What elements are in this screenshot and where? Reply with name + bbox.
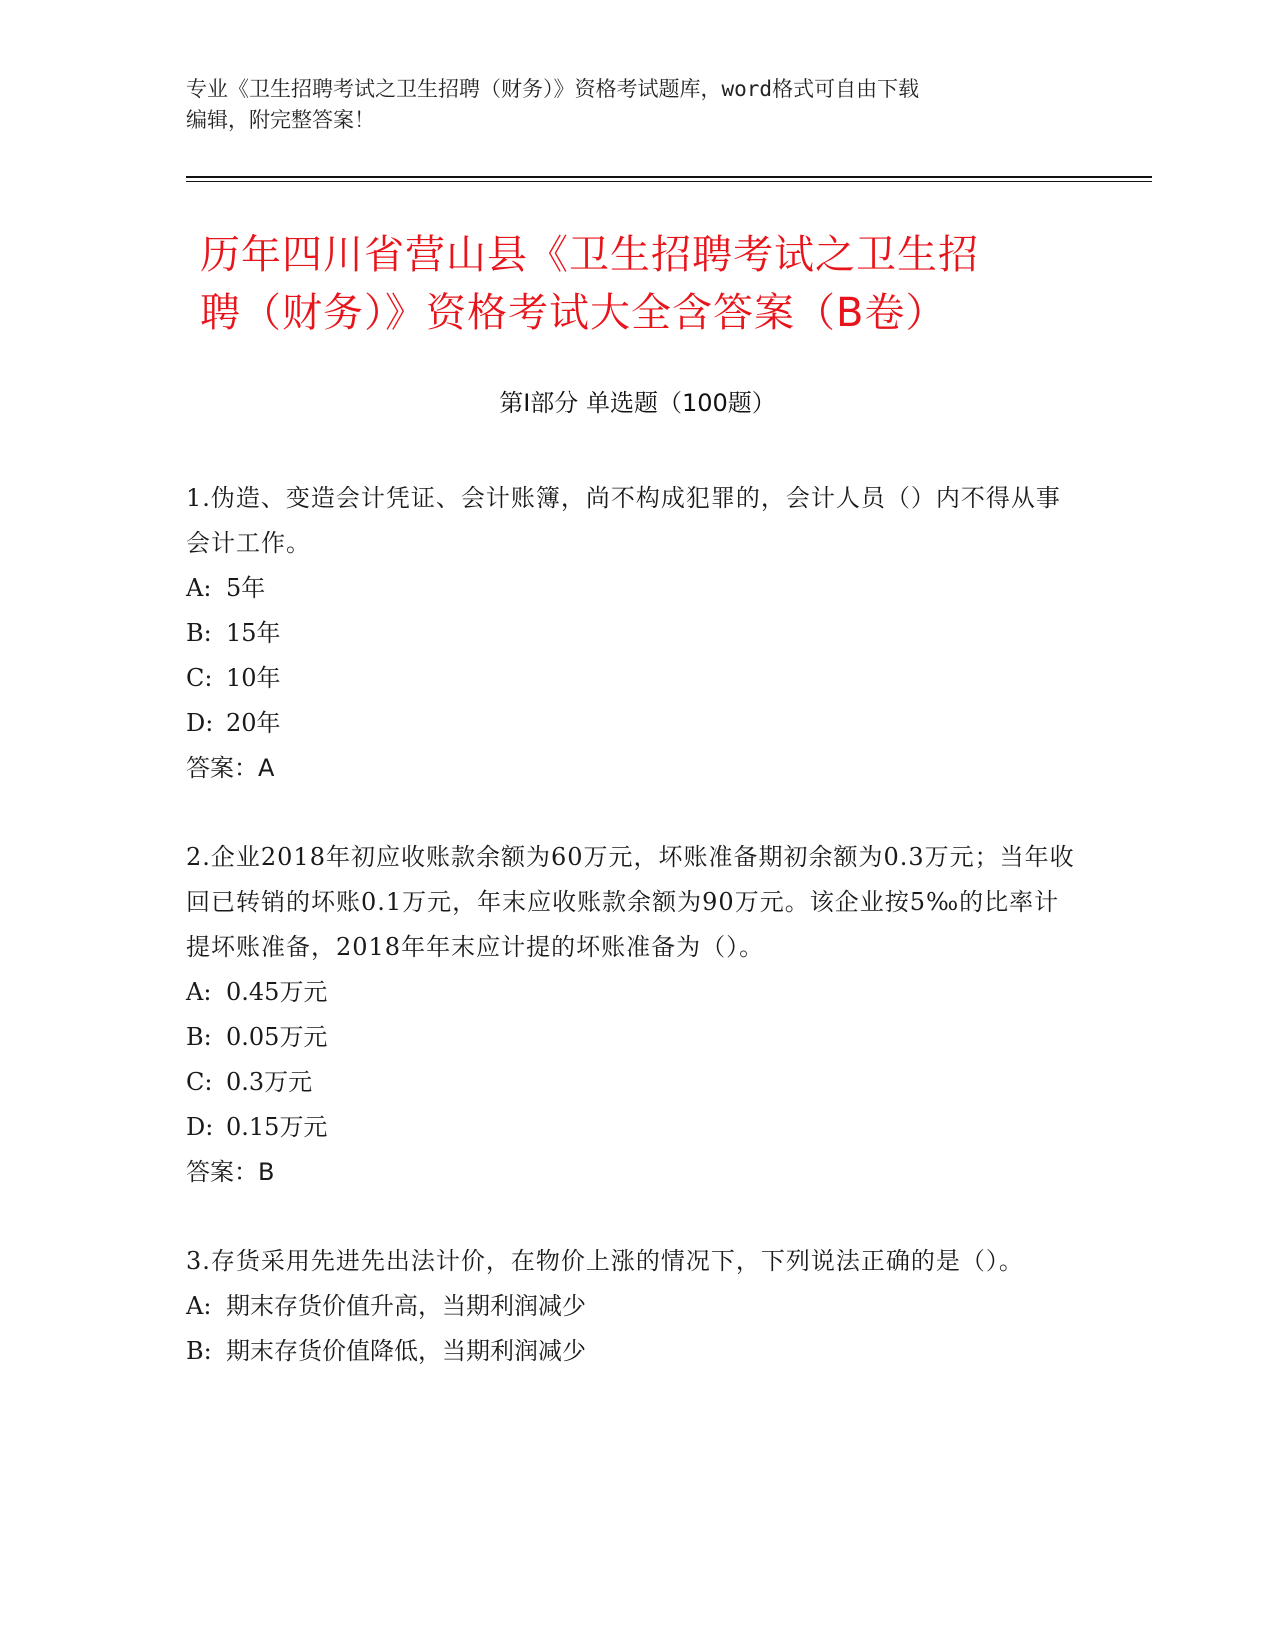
option-d [186, 701, 1076, 746]
option-text: 0.45万元 [226, 978, 328, 1006]
option-text: 期末存货价值降低，当期利润减少 [226, 1337, 586, 1365]
document-title-line-1: 历年四川省营山县《卫生招聘考试之卫生招 [200, 232, 979, 278]
option-b [186, 611, 1076, 656]
question-3 [186, 1239, 1076, 1374]
option-key: B: [186, 1023, 212, 1051]
answer-line: 答案：B [186, 1158, 275, 1186]
header-line-2: 编辑，附完整答案！ [186, 108, 375, 132]
option-c [186, 1060, 1076, 1105]
option-d [186, 1105, 1076, 1150]
option-text: 5年 [226, 574, 266, 602]
answer-line: 答案：A [186, 754, 275, 782]
option-key: D: [186, 1113, 214, 1141]
document-title [200, 226, 1080, 342]
header-divider-thick [186, 176, 1152, 178]
option-key: A: [186, 978, 212, 1006]
option-key: D: [186, 709, 214, 737]
option-b [186, 1015, 1076, 1060]
document-title-line-2: 聘（财务）》资格考试大全含答案（B卷） [200, 290, 947, 336]
option-key: A: [186, 574, 212, 602]
question-2 [186, 835, 1076, 1195]
option-key: B: [186, 1337, 212, 1365]
option-text: 0.05万元 [226, 1023, 328, 1051]
option-text: 15年 [226, 619, 281, 647]
header-line-1: 专业《卫生招聘考试之卫生招聘（财务）》资格考试题库，word格式可自由下载 [186, 77, 920, 101]
option-c [186, 656, 1076, 701]
option-text: 0.15万元 [226, 1113, 328, 1141]
question-1 [186, 476, 1076, 791]
question-stem: 3.存货采用先进先出法计价，在物价上涨的情况下，下列说法正确的是（）。 [186, 1247, 1024, 1275]
option-key: B: [186, 619, 212, 647]
header-divider-thin [186, 181, 1152, 182]
option-text: 20年 [226, 709, 281, 737]
option-key: C: [186, 1068, 213, 1096]
question-stem: 1.伪造、变造会计凭证、会计账簿，尚不构成犯罪的，会计人员（）内不得从事会计工作。 [186, 484, 1061, 557]
option-key: C: [186, 664, 213, 692]
page-header [186, 74, 1086, 136]
question-stem: 2.企业2018年初应收账款余额为60万元，坏账准备期初余额为0.3万元；当年收回已转销的坏账0.1万元，年末应收账款余额为90万元。该企业按5‰的比率计提坏账准备，2018年年末应计提的坏账准备为（）。 [186, 843, 1075, 961]
option-text: 期末存货价值升高，当期利润减少 [226, 1292, 586, 1320]
option-b [186, 1329, 1076, 1374]
option-a [186, 970, 1076, 1015]
option-a [186, 566, 1076, 611]
option-a [186, 1284, 1076, 1329]
option-key: A: [186, 1292, 212, 1320]
option-text: 10年 [226, 664, 281, 692]
section-heading: 第Ⅰ部分 单选题（100题） [499, 389, 776, 417]
option-text: 0.3万元 [226, 1068, 313, 1096]
question-list [186, 476, 1076, 1418]
